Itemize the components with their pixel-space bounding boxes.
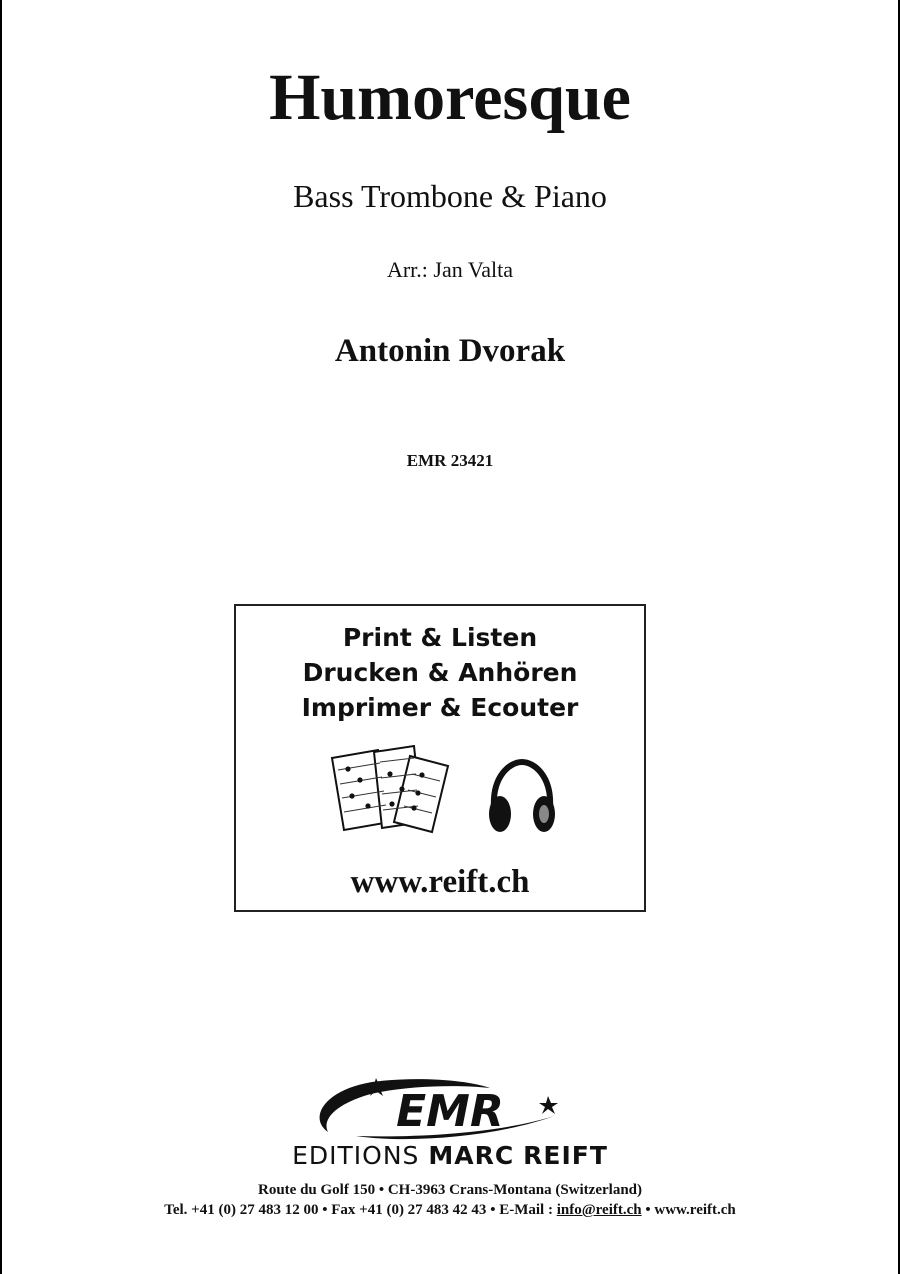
emr-logo	[300, 1074, 580, 1144]
promo-line-french: Imprimer & Ecouter	[301, 693, 579, 722]
separator: •	[318, 1202, 332, 1218]
phone-number: Tel. +41 (0) 27 483 12 00	[164, 1202, 319, 1218]
catalog-number: EMR 23421	[406, 451, 494, 470]
svg-text:EMR: EMR	[396, 1086, 504, 1137]
headphones-icon	[486, 756, 558, 838]
promo-line-english: Print & Listen	[342, 623, 538, 652]
fax-number: Fax +41 (0) 27 483 42 43	[331, 1202, 487, 1218]
publisher-address: Route du Golf 150 • CH-3963 Crans-Montana (Switzerland)	[258, 1182, 642, 1198]
promo-line-german: Drucken & Anhören	[302, 658, 578, 687]
print-listen-box	[234, 604, 646, 912]
publisher-name-part-3: REIFT	[523, 1141, 608, 1170]
publisher-name-part-2: MARC	[428, 1141, 515, 1170]
arranger-credit: Arr.: Jan Valta	[386, 257, 514, 282]
publisher-contact	[0, 1200, 900, 1220]
publisher-name	[0, 1140, 900, 1172]
publisher-name-part-1: EDITIONS	[292, 1141, 420, 1170]
instrumentation: Bass Trombone & Piano	[293, 178, 607, 214]
separator: •	[486, 1202, 500, 1218]
website-link[interactable]: www.reift.ch	[654, 1202, 736, 1218]
sheet-music-icon	[328, 744, 454, 834]
promo-website: www.reift.ch	[350, 864, 530, 900]
separator: •	[641, 1202, 655, 1218]
email-label: E-Mail :	[499, 1202, 553, 1218]
composer-name: Antonin Dvorak	[334, 333, 566, 369]
page-title: Humoresque	[269, 61, 631, 134]
email-link[interactable]: info@reift.ch	[556, 1202, 642, 1218]
